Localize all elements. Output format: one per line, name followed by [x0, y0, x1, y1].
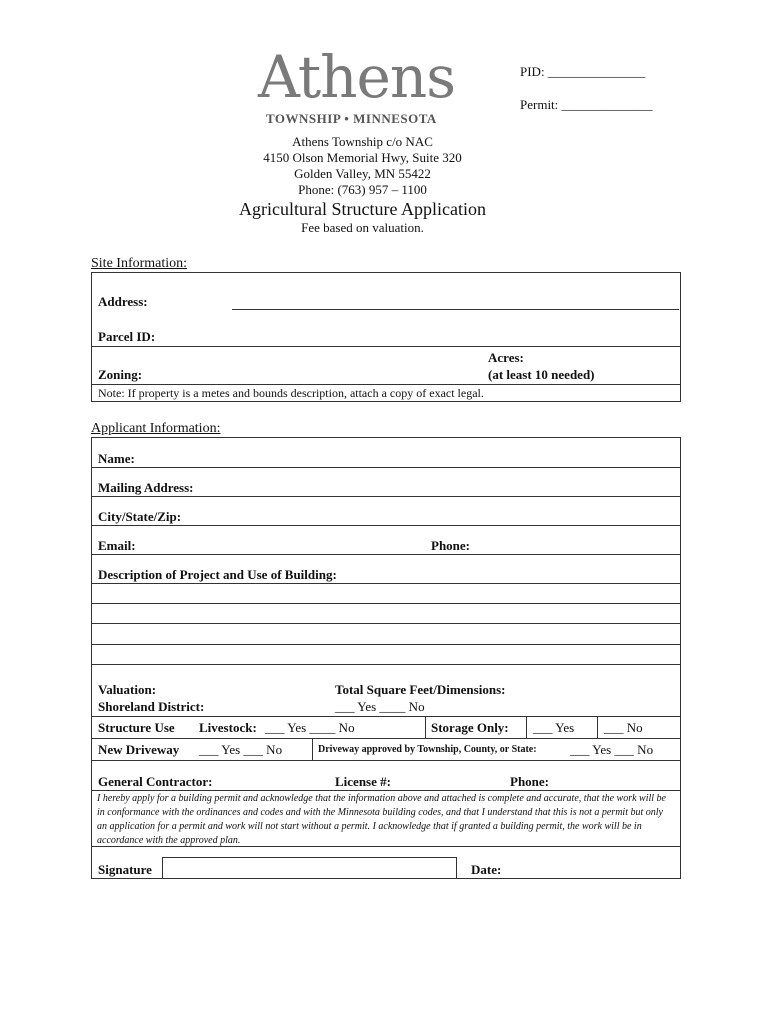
description-line[interactable] — [91, 664, 681, 665]
cell-divider — [425, 716, 426, 738]
livestock-label: Livestock: — [199, 720, 257, 735]
row-divider — [91, 384, 681, 385]
zoning-label: Zoning: — [98, 367, 143, 382]
new-driveway-label: New Driveway — [98, 742, 180, 757]
general-contractor-label: General Contractor: — [98, 774, 213, 789]
row-divider — [91, 554, 681, 555]
storage-yes[interactable]: ___ Yes — [533, 720, 575, 735]
mailing-address-label: Mailing Address: — [98, 480, 194, 495]
form-title: Agricultural Structure Application — [239, 199, 486, 219]
row-divider — [91, 467, 681, 468]
row-divider — [91, 496, 681, 497]
phone-label: Phone: — [431, 538, 470, 553]
address-line-3: Golden Valley, MN 55422 — [294, 166, 431, 181]
row-divider — [91, 346, 681, 347]
structure-use-label: Structure Use — [98, 720, 175, 735]
address-label: Address: — [98, 294, 148, 309]
driveway-approved-yes-no[interactable]: ___ Yes ___ No — [570, 742, 654, 757]
city-state-zip-label: City/State/Zip: — [98, 509, 182, 524]
description-line[interactable] — [91, 644, 681, 645]
address-line-2: 4150 Olson Memorial Hwy, Suite 320 — [263, 150, 462, 165]
storage-only-label: Storage Only: — [431, 720, 509, 735]
contractor-phone-label: Phone: — [510, 774, 549, 789]
row-divider — [91, 738, 681, 739]
row-divider — [91, 525, 681, 526]
driveway-yes-no[interactable]: ___ Yes ___ No — [199, 742, 283, 757]
description-line[interactable] — [91, 623, 681, 624]
address-line-4: Phone: (763) 957 – 1100 — [298, 182, 427, 197]
cell-divider — [526, 716, 527, 738]
row-divider — [91, 790, 681, 791]
driveway-approved-label: Driveway approved by Township, County, or State: — [318, 744, 537, 755]
parcel-id-label: Parcel ID: — [98, 329, 156, 344]
acres-label: Acres: — [488, 350, 524, 365]
row-divider — [91, 846, 681, 847]
valuation-label: Valuation: — [98, 682, 157, 697]
row-divider — [91, 760, 681, 761]
pid-field[interactable]: PID: _______________ — [520, 64, 646, 79]
metes-bounds-note: Note: If property is a metes and bounds description, attach a copy of exact legal. — [98, 386, 484, 400]
description-line[interactable] — [91, 583, 681, 584]
license-label: License #: — [335, 774, 391, 789]
signature-label: Signature — [98, 862, 152, 877]
permit-field[interactable]: Permit: ______________ — [520, 97, 653, 112]
address-line-1: Athens Township c/o NAC — [292, 134, 433, 149]
shoreland-label: Shoreland District: — [98, 699, 205, 714]
site-section-title: Site Information: — [91, 256, 188, 271]
date-label: Date: — [471, 862, 502, 877]
athens-logo-word: Athens — [258, 43, 455, 111]
total-sqft-label: Total Square Feet/Dimensions: — [335, 682, 506, 697]
cell-divider — [597, 716, 598, 738]
fee-note: Fee based on valuation. — [301, 220, 424, 235]
description-label: Description of Project and Use of Building: — [98, 567, 337, 582]
athens-logo-subtitle: TOWNSHIP • MINNESOTA — [266, 111, 437, 126]
declaration-text: I hereby apply for a building permit and acknowledge that the information above and attached is complete and accurate, that the work will be in conformance with the ordinances and codes and with the Minnesota building codes, and that I understand that this is not a permit but only an application for a permit and work will not start without a permit. I acknowledge that if granted a building permit, the work will be in accordance with the approved plan. — [97, 793, 666, 846]
name-label: Name: — [98, 451, 135, 466]
email-label: Email: — [98, 538, 136, 553]
signature-field[interactable] — [162, 857, 457, 879]
applicant-section-title: Applicant Information: — [91, 421, 221, 436]
row-divider — [91, 716, 681, 717]
acres-note: (at least 10 needed) — [488, 367, 595, 382]
cell-divider — [312, 738, 313, 760]
storage-no[interactable]: ___ No — [604, 720, 643, 735]
address-input-line[interactable] — [232, 309, 679, 310]
livestock-yes-no[interactable]: ___ Yes ____ No — [265, 720, 355, 735]
description-line[interactable] — [91, 603, 681, 604]
shoreland-yes-no[interactable]: ___ Yes ____ No — [335, 699, 425, 714]
